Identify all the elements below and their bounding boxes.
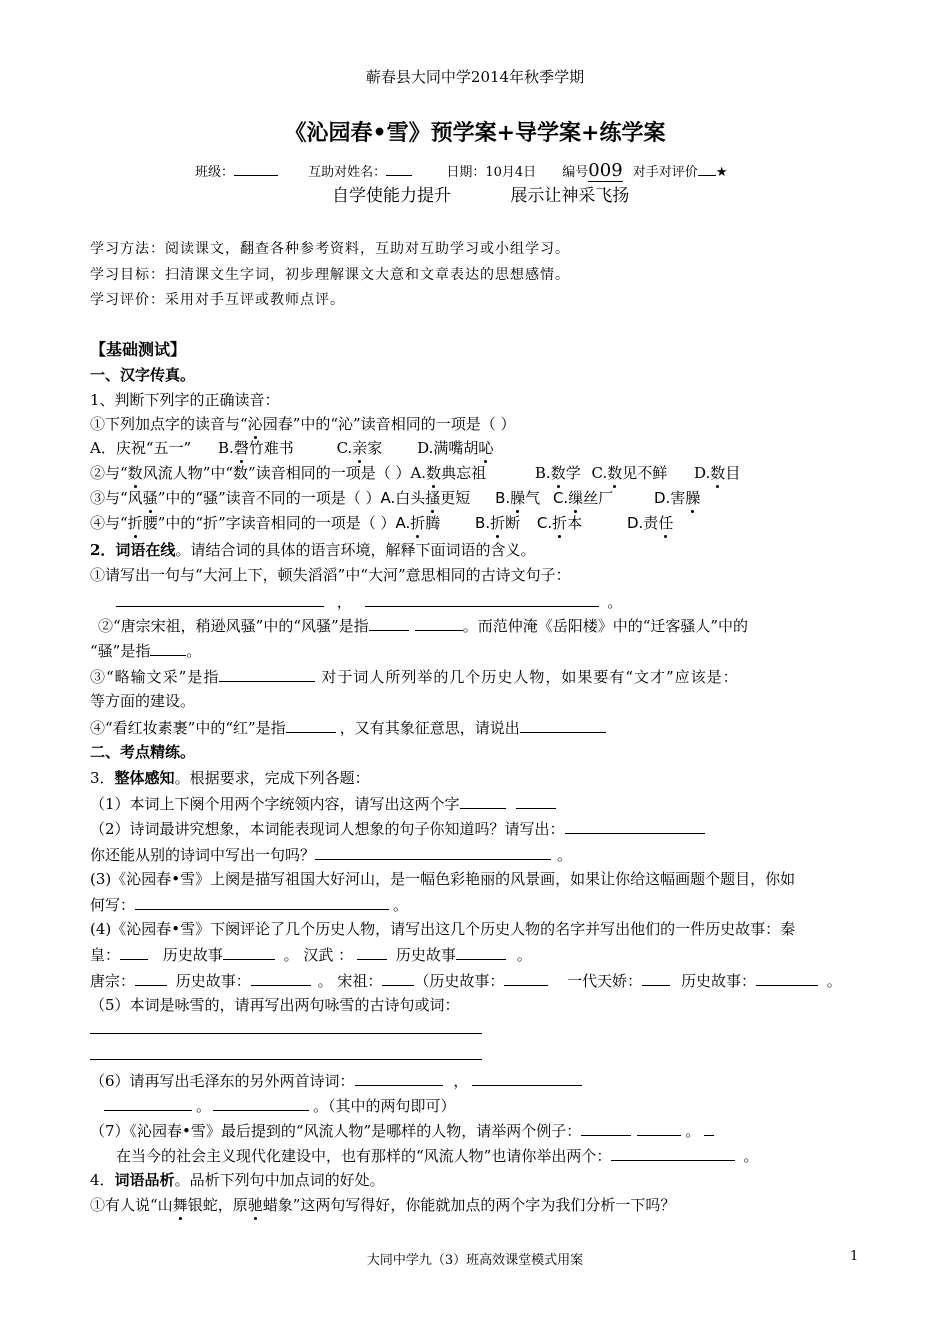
q1d-d-label: D.责 [626,514,659,532]
answer-blank[interactable] [581,1120,631,1136]
question-1d [90,513,673,533]
q4-1-text: ①有人说“山 [90,1196,173,1214]
answer-blank[interactable] [516,793,556,809]
q2c-text-2: 对于词人所列举的几个历史人物，如果要有“文才”应该是： [321,668,739,686]
option-d-dot-char: 吣 [478,439,494,457]
q1a-text: ①下列加点字的读音与“ [90,415,248,433]
q2b-period: 。 [186,642,202,660]
q1c-c-text: 丝厂 [583,489,614,507]
q1b-c-dot: 数 [607,464,623,482]
info-num-label: 编号 [562,165,589,180]
q1d-d-dot: 任 [658,514,674,532]
q1d-a-dot: 折 [410,514,426,532]
q1d-c-dot: 折 [552,514,568,532]
q1b-option-b [535,464,581,482]
option-a: A．庆祝“五一” [90,439,192,457]
comma: ， [453,1072,469,1090]
q4-1-dot-char: 驰 [247,1196,263,1214]
question-3-2b [90,844,572,865]
answer-blank[interactable] [472,1070,582,1086]
q1b-b-label: B. [534,464,551,482]
question-3-4b [90,944,532,965]
q1c-a-label: A.白头 [380,489,426,507]
label-han: 。 汉武 ： [283,946,354,964]
question-3-6b [104,1095,456,1116]
question-3-7 [90,1120,714,1141]
option-d [417,439,493,457]
q1b-dot-char: 数 [127,464,143,482]
info-eval-label: 对手对评价 [632,165,698,180]
section-basic-test: 【基础测试】 [90,340,187,359]
question-3-4: (4)《沁园春•雪》下阕评论了几个历史人物，请写出这几个历史人物的名字并写出他们的一件历史故事：秦 [90,920,796,938]
answer-blank[interactable] [642,970,670,986]
q1c-dot-char: 骚 [142,489,158,507]
answer-blank[interactable] [150,640,186,656]
partner-blank[interactable] [386,160,412,176]
question-2 [90,540,535,560]
study-method: 学习方法：阅读课文，翻查各种参考资料，互助对互助学习或小组学习。 [90,241,570,257]
q3-6b-note: 。（其中的两句即可） [313,1097,456,1115]
answer-blank[interactable] [565,818,705,834]
answer-blank[interactable] [355,1070,443,1086]
label-story: 历史故事 [395,946,456,964]
question-3-3b [90,894,408,915]
answer-blank[interactable] [135,970,167,986]
q1c-c-dot: 缫 [568,489,584,507]
option-b-dot-char: 磬 [233,439,249,457]
option-c-label: C. [336,439,353,457]
q3-7b-text: 在当今的社会主义现代化建设中，也有那样的“风流人物”也请你举出两个： [116,1147,612,1165]
q1c-d-label: D.害 [654,489,686,507]
q1b-c-label: C. [591,464,608,482]
answer-blank[interactable] [104,1095,192,1111]
label-tianjiao: 一代天娇： [567,972,643,990]
q1a-dot-char: 沁 [247,415,263,433]
part-1-heading: 一、汉字传真。 [90,366,196,384]
answer-blank[interactable] [520,717,606,733]
option-b-text: 竹难书 [248,439,294,457]
answer-blank[interactable] [286,717,336,733]
answer-blank[interactable] [460,793,506,809]
option-c-text: 家 [367,439,383,457]
answer-blank[interactable] [637,1120,681,1136]
slogan-left: 自学使能力提升 [332,186,451,206]
question-3-5: （5）本词是咏雪的，请再写出两句咏雪的古诗句或词： [90,996,460,1014]
question-2c [90,666,739,687]
q1d-c-text: 本 [567,514,583,532]
q2b-text-3: “骚”是指 [90,642,151,660]
question-2d [90,717,606,738]
answer-blank[interactable] [251,970,311,986]
q1b-c-text: 见不鲜 [622,464,668,482]
answer-blank[interactable] [135,894,389,910]
q3-text: 。根据要求，完成下列各题： [174,769,370,787]
q4-1-text-3: 蜡象”这两句写得好，你能就加点的两个字为我们分析一下吗？ [262,1196,676,1214]
answer-blank[interactable] [611,1145,735,1161]
q1c-d-dot: 臊 [685,489,701,507]
option-c-dot-char: 亲 [352,439,368,457]
q1b-option-d [694,464,740,482]
question-3 [90,768,370,788]
label-song: 。 宋祖： [317,972,383,990]
q1d-b-label: B. [475,514,491,532]
q1c-c-label: C. [552,489,569,507]
question-3-4c [90,970,842,991]
q1a-text-2: 园春”中的“沁”读音相同的一项是（ ） [262,415,516,433]
school-header: 蕲春县大同中学2014年秋季学期 [365,68,585,86]
period: 。 [685,1122,701,1140]
question-3-7b [116,1145,758,1166]
q1d-b-text: 断 [505,514,521,532]
class-blank[interactable] [234,160,278,176]
question-1a-options [90,438,493,458]
q3-num: 3． [90,769,115,787]
answer-blank[interactable] [213,1095,309,1111]
q2b-text: ②“唐宗宋祖，稍逊风骚”中的“风骚”是指 [98,617,369,635]
q1d-c-label: C. [536,514,553,532]
question-3-3: (3)《沁园春•雪》上阕是描写祖国大好河山，是一幅色彩艳丽的风景画，如果让你给这幅画题个题目，你如 [90,870,796,888]
info-date: 日期：10月4日 [446,165,537,180]
period: 。 [557,846,573,864]
q1c-a-dot: 搔 [425,489,441,507]
label-story: 历史故事 [162,946,223,964]
q2b-text-2: 。而范仲淹《岳阳楼》中的“迁客骚人”中的 [462,617,749,635]
answer-line[interactable] [90,1059,482,1060]
question-1b [90,463,740,483]
q4-title: 词语品析 [114,1171,175,1189]
study-goal: 学习目标：扫清课文生字词，初步理解课文大意和文章表达的思想感情。 [90,267,570,283]
question-3-6 [90,1070,582,1091]
q4-1-text-2: 银蛇，原 [187,1196,248,1214]
label-qin: 皇： [90,946,121,964]
question-1a [90,414,515,434]
q4-text: 。品析下列句中加点词的好处。 [174,1171,385,1189]
q3-2-text: （2）诗词最讲究想象，本词能表现词人想象的句子你知道吗？请写出： [90,820,565,838]
q1b-d-dot: 数 [710,464,726,482]
label-tang: 唐宗： [90,972,136,990]
answer-blank[interactable] [223,944,275,960]
question-4 [90,1170,385,1190]
option-b-label: B. [217,439,234,457]
q1b-text: ②与“ [90,464,128,482]
label-story: （历史故事： [414,972,505,990]
label-story: 历史故事： [680,972,756,990]
q3-3b-text: 何写： [90,896,136,914]
star-icon: ★ [715,165,728,180]
answer-blank[interactable] [315,844,551,860]
q1b-d-label: D. [694,464,711,482]
q3-title: 整体感知 [114,769,175,787]
answer-blank[interactable] [219,666,315,682]
q2c-text: ③“略输文采”是指 [90,668,220,686]
answer-blank[interactable] [365,591,599,607]
answer-blank[interactable] [369,615,409,631]
answer-line[interactable] [90,1033,482,1034]
option-d-label: D.满嘴胡 [417,439,479,457]
question-2c-line2: 等方面的建设。 [90,692,196,710]
q1d-dot-char: 折 [127,514,143,532]
comma: ， [336,593,352,611]
q1b-b-dot: 数 [550,464,566,482]
option-c [337,439,383,457]
q3-6-text: （6）请再写出毛泽东的另外两首诗词： [90,1072,355,1090]
answer-blank[interactable] [456,944,506,960]
q2d-text-2: ，又有其象征意思，请说出 [339,719,520,737]
q1b-a-dot: 数 [426,464,442,482]
period: 。 [826,972,842,990]
question-2b [98,615,748,636]
question-1: 1、判断下列字的正确读音： [90,391,280,409]
part-2-heading: 二、考点精练。 [90,743,196,761]
q2d-text: ④“看红妆素裹”中的“红”是指 [90,719,286,737]
q1d-b-dot: 折 [490,514,506,532]
q1c-b-text: 气 [525,489,541,507]
question-3-2 [90,818,705,839]
answer-blank[interactable] [116,591,324,607]
q1d-a-text: 腾 [425,514,441,532]
q1d-text-2: 腰”中的“折”字读音相同的一项是（ ） [142,514,396,532]
period: 。 [393,896,409,914]
question-2a: ①请写出一句与“大河上下，顿失滔滔”中“大河”意思相同的古诗文句子： [90,566,571,584]
q1c-text: ③与“风 [90,489,143,507]
answer-blank[interactable] [357,944,387,960]
question-4-1 [90,1195,675,1215]
period: 。 [607,593,623,611]
answer-blank[interactable] [120,944,148,960]
q1c-b-label: B. [495,489,511,507]
study-evaluation: 学习评价：采用对手互评或教师点评。 [90,292,345,308]
q1d-text: ④与“ [90,514,128,532]
q4-num: 4． [90,1171,115,1189]
q2-title: 2．词语在线 [90,541,176,559]
q3-2b-text: 你还能从别的诗词中写出一句吗？ [90,846,316,864]
slogan [332,186,629,206]
info-line [195,160,727,183]
q1b-a-text: 典忘祖 [441,464,487,482]
q1c-text-2: ”中的“骚”读音不同的一项是（ ） [157,489,381,507]
q1b-text-2: 风流人物”中“数”读音相同的一项是（ ）A. [142,464,427,482]
period: 。 [743,1147,759,1165]
q2-text: 。请结合词的具体的语言环境，解释下面词语的含义。 [175,541,536,559]
q1b-b-text: 学 [565,464,581,482]
q1c-b-dot: 臊 [510,489,526,507]
question-3-1 [90,793,556,814]
q1b-d-text: 目 [725,464,741,482]
q1c-a-text: 更短 [440,489,471,507]
slogan-right: 展示让神采飞扬 [510,186,630,206]
q4-1-dot-char: 舞 [172,1196,188,1214]
label-story: 历史故事： [175,972,251,990]
answer-blank[interactable] [704,1120,714,1136]
answer-blank[interactable] [756,970,818,986]
info-partner-label: 互助对姓名： [308,165,387,180]
answer-blank[interactable] [415,615,463,631]
answer-blank[interactable] [382,970,414,986]
option-b [218,439,294,457]
question-1c [90,488,700,508]
q3-7-text: （7）《沁园春•雪》最后提到的“风流人物”是哪样的人物，请举两个例子： [90,1122,582,1140]
question-2a-answer [116,591,622,612]
info-num: 009 [588,160,623,181]
footer-text: 大同中学九（3）班高效课堂模式用案 [366,1253,584,1268]
period: 。 [196,1097,212,1115]
q3-1-text: （1）本词上下阕个用两个字统领内容，请写出这两个字 [90,795,460,813]
page-title: 《沁园春•雪》预学案+导学案+练学案 [284,120,666,146]
question-2b-line2 [90,640,201,661]
q1d-a-label: A. [395,514,411,532]
period: 。 [516,946,532,964]
answer-blank[interactable] [504,970,548,986]
info-class-label: 班级： [195,165,235,180]
page-number: 1 [850,1249,859,1264]
q1b-option-c [592,464,668,482]
eval-blank[interactable] [698,160,716,176]
